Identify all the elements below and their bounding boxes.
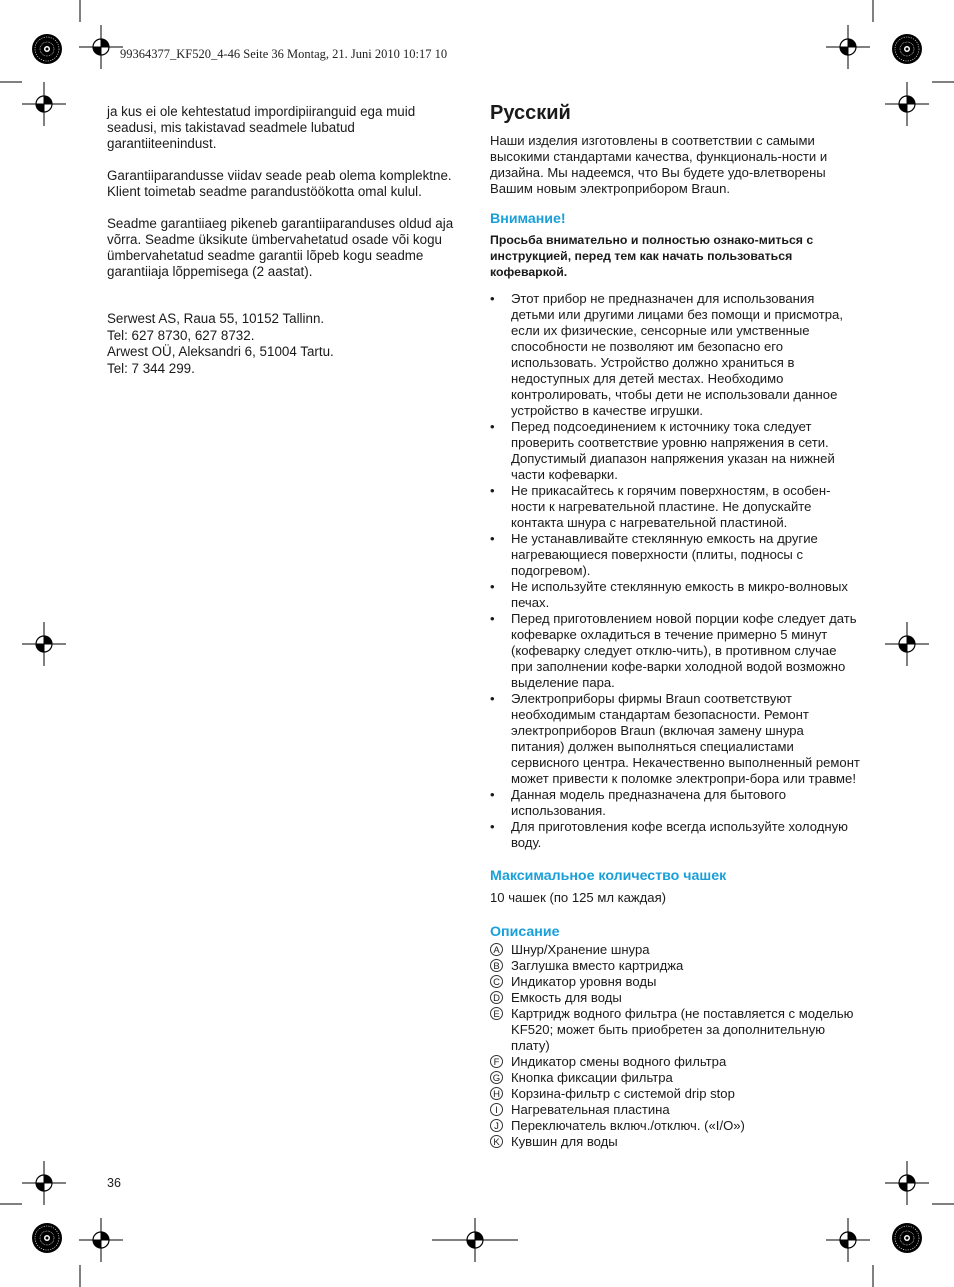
circled-letter-icon: F <box>490 1055 503 1068</box>
registration-mark-icon <box>826 1218 870 1262</box>
attention-text: Просьба внимательно и полностью ознако-миться с инструкцией, перед тем как начать пользоваться кофеваркой. <box>490 233 814 279</box>
circled-letter-icon: B <box>490 959 503 972</box>
section-title: Русский <box>490 102 571 124</box>
circled-letter-icon: D <box>490 991 503 1004</box>
star-target-icon <box>32 1223 62 1253</box>
page-number: 36 <box>107 1176 121 1190</box>
left-column <box>107 104 467 377</box>
circled-letter-icon: K <box>490 1135 503 1148</box>
attention-heading: Внимание! <box>490 211 566 227</box>
address-line: Serwest AS, Raua 55, 10152 Tallinn. <box>107 311 325 326</box>
list-item: K Кувшин для воды <box>490 1134 860 1150</box>
address-block <box>107 311 467 377</box>
address-line: Arwest OÜ, Aleksandri 6, 51004 Tartu. <box>107 344 334 359</box>
max-cups-text: 10 чашек (по 125 мл каждая) <box>490 890 667 905</box>
circled-letter-icon: I <box>490 1103 503 1116</box>
star-target-icon <box>892 34 922 64</box>
paragraph: ja kus ei ole kehtestatud impordipiiranguid ega muid seadusi, mis takistavad seadmele lubatud garantiiteenindust. <box>107 104 416 151</box>
description-heading: Описание <box>490 924 560 940</box>
list-item: • Не устанавливайте стеклянную емкость на другие нагревающиеся поверхности (плиты, подносы с подогревом). <box>490 531 818 578</box>
registration-mark-icon <box>79 1218 123 1262</box>
paragraph: Garantiiparandusse viidav seade peab olema komplektne. Klient toimetab seadme parandustöökotta omal kulul. <box>107 168 452 199</box>
registration-mark-icon <box>22 1161 66 1205</box>
address-line: Tel: 627 8730, 627 8732. <box>107 327 255 343</box>
list-item: • Данная модель предназначена для бытового использования. <box>490 787 786 818</box>
list-item: • Этот прибор не предназначен для использования детьми или другими лицами без помощи и присмотра, если их физические, сенсорные или умственные способности не позволяют им безопасно его использовать. Устройство должно храниться в недоступных для детей местах. Необходимо контролировать, чтобы дети не использовали данное устройство в качестве игрушки. <box>490 291 843 418</box>
star-target-icon <box>32 34 62 64</box>
registration-mark-icon <box>22 622 66 666</box>
circled-letter-icon: H <box>490 1087 503 1100</box>
registration-mark-icon <box>885 622 929 666</box>
list-item: • Не используйте стеклянную емкость в микро-волновых печах. <box>490 579 848 610</box>
list-item: • Перед приготовлением новой порции кофе следует дать кофеварке охладиться в течение примерно 5 минут (кофеварку следует отклю-чить), в противном случае при заполнении кофе-варки холодной водой возможно выделение пара. <box>490 611 857 690</box>
registration-mark-icon <box>885 1161 929 1205</box>
list-item: H Корзина-фильтр с системой drip stop <box>490 1086 860 1102</box>
intro-paragraph: Наши изделия изготовлены в соответствии с самыми высокими стандартами качества, функциональ-ности и дизайна. Мы надеемся, что Вы будете удо-влетворены Вашим новым электроприбором Braun. <box>490 133 828 196</box>
registration-mark-icon <box>826 25 870 69</box>
address-line: Tel: 7 344 299. <box>107 360 195 376</box>
safety-bullet-list <box>490 291 860 851</box>
list-item: G Кнопка фиксации фильтра <box>490 1070 860 1086</box>
list-item: D Емкость для воды <box>490 990 860 1006</box>
list-item: I Нагревательная пластина <box>490 1102 860 1118</box>
circled-letter-icon: C <box>490 975 503 988</box>
list-item: • Перед подсоединением к источнику тока следует проверить соответствие уровню напряжения в сети. Допустимый диапазон напряжения указан на нижней части кофеварки. <box>490 419 835 482</box>
list-item: • Электроприборы фирмы Braun соответствуют необходимым стандартам безопасности. Ремонт электроприборов Braun (включая замену шнура питания) должен выполняться специалистами сервисного центра. Некачественно выполненный ремонт может привести к поломке электропри-бора или травме! <box>490 691 860 786</box>
registration-mark-icon <box>79 25 123 69</box>
circled-letter-icon: A <box>490 943 503 956</box>
right-column <box>490 100 860 1150</box>
registration-mark-icon <box>22 82 66 126</box>
star-target-icon <box>892 1223 922 1253</box>
circled-letter-icon: E <box>490 1007 503 1020</box>
paragraph: Seadme garantiiaeg pikeneb garantiiparanduses oldud aja võrra. Seadme üksikute ümbervahetatud osade või kogu ümbervahetatud seadme garantii lõpeb kogu seadme garantiiaja lõppemisega (2 aastat). <box>107 216 454 279</box>
registration-mark-icon <box>885 82 929 126</box>
list-item: E Картридж водного фильтра (не поставляется с моделью KF520; может быть приобретен за дополнительную плату) <box>490 1006 860 1054</box>
print-slug-header: 99364377_KF520_4-46 Seite 36 Montag, 21. Juni 2010 10:17 10 <box>120 47 448 61</box>
list-item: B Заглушка вместо картриджа <box>490 958 860 974</box>
max-cups-heading: Максимальное количество чашек <box>490 868 727 884</box>
list-item: C Индикатор уровня воды <box>490 974 860 990</box>
list-item: • Для приготовления кофе всегда используйте холодную воду. <box>490 819 848 850</box>
list-item: A Шнур/Хранение шнура <box>490 942 860 958</box>
list-item: • Не прикасайтесь к горячим поверхностям, в особен-ности к нагревательной пластине. Не допускайте контакта шнура с нагревательной пластиной. <box>490 483 831 530</box>
circled-letter-icon: J <box>490 1119 503 1132</box>
circled-letter-icon: G <box>490 1071 503 1084</box>
list-item: J Переключатель включ./отключ. («I/O») <box>490 1118 860 1134</box>
list-item: F Индикатор смены водного фильтра <box>490 1054 860 1070</box>
description-list <box>490 942 860 1150</box>
